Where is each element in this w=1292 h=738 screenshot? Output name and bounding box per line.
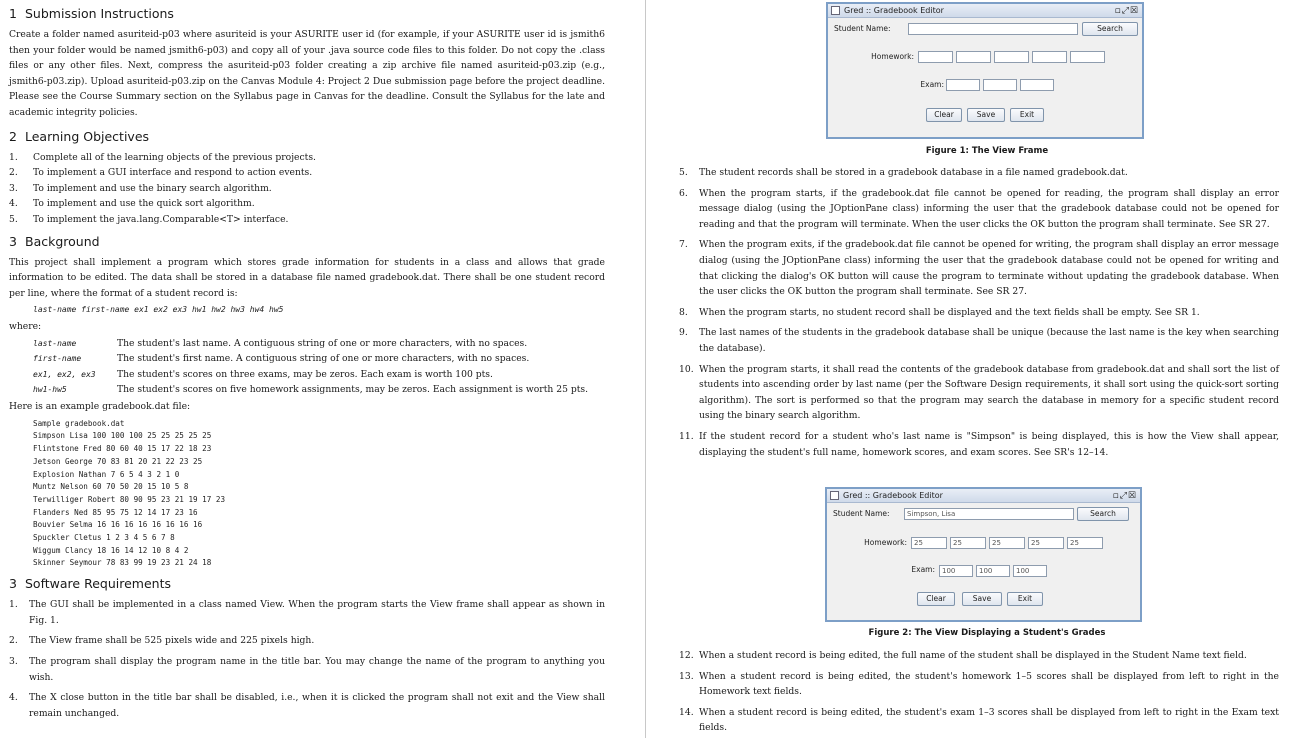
definition-desc: The student's last name. A contiguous string of one or more characters, with no spaces. xyxy=(117,337,528,349)
score-field[interactable]: 100 xyxy=(1013,565,1047,577)
submission-paragraph: Create a folder named asuriteid-p03 where asuriteid is your ASURITE user id (for example, if your ASURITE user id is jsmith6 then your folder would be named jsmith6-p03) and copy all of your .java source code files to this folder. Do not copy the .class files or any other files. Next, compress the asuriteid-p03 folder creating a zip archive file named asuriteid-p03.zip (e.g., jsmith6-p03.zip). Upload asuriteid-p03.zip on the Canvas Module 4: Project 2 Due submission page before the project deadline. Please see the Course Summary section on the Syllabus page in Canvas for the deadline. Consult the Syllabus for the late and academic integrity policies. xyxy=(9,29,605,118)
score-field[interactable] xyxy=(1032,51,1067,63)
exam-label: Exam: xyxy=(911,565,935,574)
view-frame-empty xyxy=(826,2,1144,139)
sample-line: Wiggum Clancy 18 16 14 12 10 8 4 2 xyxy=(33,545,189,555)
objective-item xyxy=(9,150,605,166)
exit-button[interactable]: Exit xyxy=(1010,108,1044,122)
item-number: 4. xyxy=(9,198,18,210)
requirements-list-b xyxy=(679,648,1279,738)
score-field[interactable]: 25 xyxy=(1067,537,1103,549)
definition-term: ex1, ex2, ex3 xyxy=(33,369,96,379)
item-text: The X close button in the title bar shall be disabled, i.e., when it is clicked the program shall not exit and the View shall remain unchanged. xyxy=(29,692,605,719)
where-label: where: xyxy=(9,321,42,333)
title-bar xyxy=(828,4,1142,18)
score-field[interactable]: 100 xyxy=(939,565,973,577)
item-text: Complete all of the learning objects of the previous projects. xyxy=(33,151,316,163)
student-name-field[interactable]: Simpson, Lisa xyxy=(904,508,1074,520)
definition-term: last-name xyxy=(33,338,77,348)
item-number: 6. xyxy=(679,187,688,199)
sample-line: Muntz Nelson 60 70 50 20 15 10 5 8 xyxy=(33,482,189,492)
item-number: 8. xyxy=(679,306,688,318)
window-title: Gred :: Gradebook Editor xyxy=(844,6,944,15)
requirement-item xyxy=(679,165,1279,181)
requirement-item xyxy=(9,690,605,721)
objective-item xyxy=(9,181,605,197)
homework-label: Homework: xyxy=(864,538,907,547)
requirement-item xyxy=(679,237,1279,299)
item-number: 13. xyxy=(679,670,694,682)
clear-button[interactable]: Clear xyxy=(917,592,955,606)
requirement-item xyxy=(679,186,1279,233)
requirement-item xyxy=(679,648,1279,664)
item-number: 2. xyxy=(9,167,18,179)
item-number: 3. xyxy=(9,182,18,194)
item-text: The program shall display the program name in the title bar. You may change the name of the program to anything you wish. xyxy=(29,655,605,683)
score-field[interactable] xyxy=(918,51,953,63)
item-text: To implement and use the binary search algorithm. xyxy=(33,182,272,194)
score-field[interactable] xyxy=(946,79,980,91)
item-text: The View frame shall be 525 pixels wide and 225 pixels high. xyxy=(29,635,315,647)
definition-desc: The student's scores on five homework assignments, may be zeros. Each assignment is worth 25 pts. xyxy=(117,383,589,395)
definition-desc: The student's scores on three exams, may be zeros. Each exam is worth 100 pts. xyxy=(117,368,493,380)
section-heading: 2 Learning Objectives xyxy=(9,128,150,144)
search-button[interactable]: Search xyxy=(1082,22,1138,36)
definition-list xyxy=(33,336,605,397)
score-field[interactable] xyxy=(1070,51,1105,63)
score-field[interactable]: 100 xyxy=(976,565,1010,577)
record-format: last-name first-name ex1 ex2 ex3 hw1 hw2 hw3 hw4 hw5 xyxy=(33,305,284,315)
sample-line: Jetson George 70 83 81 20 21 22 23 25 xyxy=(33,456,203,466)
item-number: 12. xyxy=(679,650,694,661)
item-number: 9. xyxy=(679,327,688,339)
item-text: The last names of the students in the gradebook database shall be unique (because the last name is the key when searching the database). xyxy=(699,327,1279,354)
item-text: When a student record is being edited, the student's homework 1–5 scores shall be displayed from left to right in the Homework text fields. xyxy=(699,670,1279,698)
requirement-item xyxy=(679,325,1279,356)
requirements-list-a xyxy=(679,165,1279,465)
view-frame-simpson xyxy=(825,487,1142,622)
item-text: When a student record is being edited, the student's exam 1–3 scores shall be displayed from left to right in the Exam text fields. xyxy=(699,706,1279,734)
item-number: 10. xyxy=(679,363,694,375)
item-text: If the student record for a student who's last name is "Simpson" is being displayed, this is how the View shall appear, displaying the student's full name, homework scores, and exam scores. See SR's 12–14. xyxy=(699,430,1279,458)
student-name-field[interactable] xyxy=(908,23,1078,35)
score-field[interactable]: 25 xyxy=(950,537,986,549)
requirement-item xyxy=(679,705,1279,736)
requirement-item xyxy=(679,305,1279,321)
item-text: When the program exits, if the gradebook.dat file cannot be opened for writing, the program shall display an error message dialog (using the JOptionPane class) informing the user that the gradebook database could not be opened for writing and that clicking the dialog's OK button will cause the program to terminate without updating the gradebook database. When the user clicks the OK button the program shall terminate. See SR 27. xyxy=(699,239,1279,298)
requirement-item xyxy=(9,654,605,685)
objectives-list xyxy=(9,150,605,228)
objective-item xyxy=(9,165,605,181)
requirement-item xyxy=(679,362,1279,424)
score-field[interactable] xyxy=(956,51,991,63)
item-text: To implement the java.lang.Comparable<T> interface. xyxy=(33,213,289,225)
checkbox-icon xyxy=(830,491,839,500)
sample-line: Bouvier Selma 16 16 16 16 16 16 16 16 xyxy=(33,520,203,530)
requirement-item xyxy=(679,429,1279,460)
item-number: 4. xyxy=(9,692,18,704)
item-text: When the program starts, no student record shall be displayed and the text fields shall be empty. See SR 1. xyxy=(699,306,1200,318)
item-number: 5. xyxy=(679,167,688,178)
sample-line: Skinner Seymour 78 83 99 19 23 21 24 18 xyxy=(33,558,212,568)
item-number: 11. xyxy=(679,430,694,442)
item-text: When a student record is being edited, the full name of the student shall be displayed in the Student Name text field. xyxy=(699,650,1247,661)
sample-line: Sample gradebook.dat xyxy=(33,418,125,428)
objective-item xyxy=(9,196,605,212)
requirements-list xyxy=(9,597,605,721)
checkbox-icon xyxy=(831,6,840,15)
item-number: 14. xyxy=(679,706,694,718)
save-button[interactable]: Save xyxy=(962,592,1002,606)
item-number: 7. xyxy=(679,239,688,251)
sample-line: Flanders Ned 85 95 75 12 14 17 23 16 xyxy=(33,507,198,517)
score-field[interactable]: 25 xyxy=(989,537,1025,549)
definition-desc: The student's first name. A contiguous string of one or more characters, with no spaces. xyxy=(117,353,530,365)
item-number: 5. xyxy=(9,213,18,225)
sample-line: Explosion Nathan 7 6 5 4 3 2 1 0 xyxy=(33,469,180,479)
definition-term: hw1-hw5 xyxy=(33,384,67,394)
item-text: The GUI shall be implemented in a class named View. When the program starts the View frame shall appear as shown in Fig. 1. xyxy=(29,599,605,626)
student-name-label: Student Name: xyxy=(834,24,891,33)
score-field[interactable] xyxy=(994,51,1029,63)
item-number: 2. xyxy=(9,635,18,647)
definition-row xyxy=(33,336,605,351)
objective-item xyxy=(9,212,605,228)
item-text: When the program starts, it shall read the contents of the gradebook database from gradebook.dat and shall sort the list of students into ascending order by last name (per the Software Design requirements, it shall sort using the quick-sort sorting algorithm). The sort is performed so that the program may search the database in memory for a specific student record using the binary search algorithm. xyxy=(699,363,1279,422)
definition-row xyxy=(33,382,605,397)
score-field[interactable]: 25 xyxy=(911,537,947,549)
sample-line: Simpson Lisa 100 100 100 25 25 25 25 25 xyxy=(33,431,212,441)
window-buttons[interactable]: ▫⤢☒ xyxy=(1112,490,1137,501)
score-field[interactable] xyxy=(1020,79,1054,91)
requirement-item xyxy=(679,669,1279,700)
homework-label: Homework: xyxy=(871,52,914,61)
item-text: The student records shall be stored in a gradebook database in a file named gradebook.dat. xyxy=(699,167,1128,178)
definition-row xyxy=(33,351,605,366)
clear-button[interactable]: Clear xyxy=(926,108,962,122)
item-number: 1. xyxy=(9,599,18,611)
figure-1-caption: Figure 1: The View Frame xyxy=(925,146,1049,156)
sample-line: Spuckler Cletus 1 2 3 4 5 6 7 8 xyxy=(33,533,175,543)
search-button[interactable]: Search xyxy=(1077,507,1129,521)
section-heading: 3 Background xyxy=(9,233,100,249)
exam-label: Exam: xyxy=(920,80,944,89)
item-number: 1. xyxy=(9,151,18,163)
save-button[interactable]: Save xyxy=(967,108,1005,122)
score-field[interactable]: 25 xyxy=(1028,537,1064,549)
title-bar xyxy=(827,489,1140,503)
item-text: When the program starts, if the gradebook.dat file cannot be opened for reading, the program shall display an error message dialog (using the JOptionPane class) informing the user that the gradebook database could not be opened for reading and that the program will terminate. When the user clicks the OK button the program shall terminate. See SR 27. xyxy=(699,187,1279,230)
item-number: 3. xyxy=(9,655,18,667)
window-buttons[interactable]: ▫⤢☒ xyxy=(1114,5,1139,16)
exit-button[interactable]: Exit xyxy=(1007,592,1043,606)
score-field[interactable] xyxy=(983,79,1017,91)
window-title: Gred :: Gradebook Editor xyxy=(843,491,943,500)
sample-file xyxy=(9,418,605,570)
figure-2-caption: Figure 2: The View Displaying a Student's Grades xyxy=(868,628,1106,638)
sample-line: Flintstone Fred 80 60 40 15 17 22 18 23 xyxy=(33,444,212,454)
requirement-item xyxy=(9,597,605,628)
example-intro: Here is an example gradebook.dat file: xyxy=(9,401,191,413)
definition-row xyxy=(33,367,605,382)
requirement-item xyxy=(9,633,605,649)
right-page xyxy=(647,0,1292,738)
sample-line: Terwilliger Robert 80 90 95 23 21 19 17 23 xyxy=(33,494,226,504)
item-text: To implement a GUI interface and respond to action events. xyxy=(33,167,313,179)
student-name-label: Student Name: xyxy=(833,509,890,518)
item-text: To implement and use the quick sort algorithm. xyxy=(33,198,255,210)
section-heading: 3 Software Requirements xyxy=(9,576,171,592)
definition-term: first-name xyxy=(33,354,82,364)
section-heading: 1 Submission Instructions xyxy=(9,6,174,21)
background-paragraph: This project shall implement a program which stores grade information for students in a class and allows that grade information to be edited. The data shall be stored in a database file named gradebook.dat. There shall be one student record per line, where the format of a student record is: xyxy=(9,256,605,299)
